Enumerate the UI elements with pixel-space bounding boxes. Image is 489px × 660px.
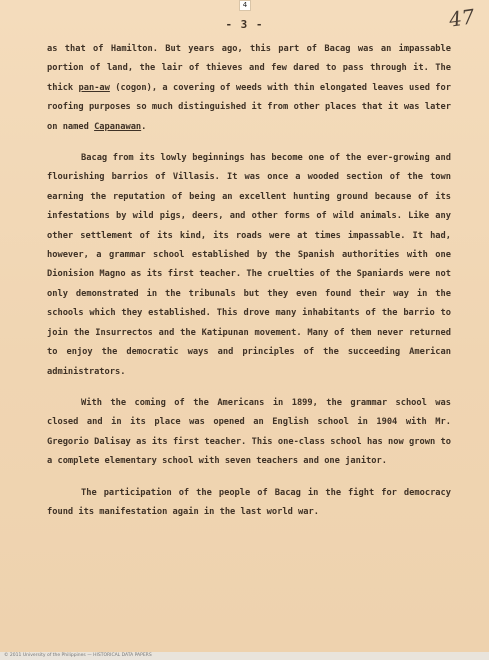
paragraph-4: The participation of the people of Bacag in the fight for democracy found its manifestation again in the last world war. xyxy=(47,487,451,517)
paragraph-1 xyxy=(47,40,451,137)
paragraph-1-text-b: (cogon), a covering of weeds with thin elongated leaves used for roofing purposes so much distinguished it from other places that it was later on named xyxy=(47,82,451,132)
scan-footer: © 2011 University of the Philippines — HISTORICAL DATA PAPERS xyxy=(0,652,489,660)
paragraph-2: Bacag from its lowly beginnings has become one of the ever-growing and flourishing barrios of Villasis. It was once a wooded section of the town earning the reputation of being an excellent hunting ground because of its infestations by wild pigs, deers, and other forms of wild animals. Like any other settlement of its kind, its roads were at times impassable. It had, however, a grammar school established by the Spanish authorities with one Dionision Magno as its first teacher. The cruelties of the Spaniards were not only demonstrated in the tribunals but they even found their way in the schools which they established. This drove many inhabitants of the barrio to join the Insurrectos and the Katipunan movement. Many of them never returned to enjoy the democratic ways and principles of the succeeding American administrators. xyxy=(47,153,451,377)
page-tab: 4 xyxy=(239,0,251,11)
underlined-term-capanawan: Capanawan xyxy=(94,121,142,132)
paragraph-3: With the coming of the Americans in 1899, the grammar school was closed and in its place was opened an English school in 1904 with Mr. Gregorio Dalisay as its first teacher. This one-class school has now grown to a complete elementary school with seven teachers and one janitor. xyxy=(47,397,451,467)
document-body xyxy=(47,40,451,534)
page-number: - 3 - xyxy=(225,18,264,31)
handwritten-page-mark: 47 xyxy=(447,4,476,32)
paragraph-1-text-a: as that of Hamilton. But years ago, this part of Bacag was an impassable portion of land, the lair of thieves and few dared to pass through it. The thick xyxy=(47,44,451,93)
paragraph-1-text-c: . xyxy=(141,121,147,132)
underlined-term-pan-aw: pan-aw xyxy=(78,82,110,93)
